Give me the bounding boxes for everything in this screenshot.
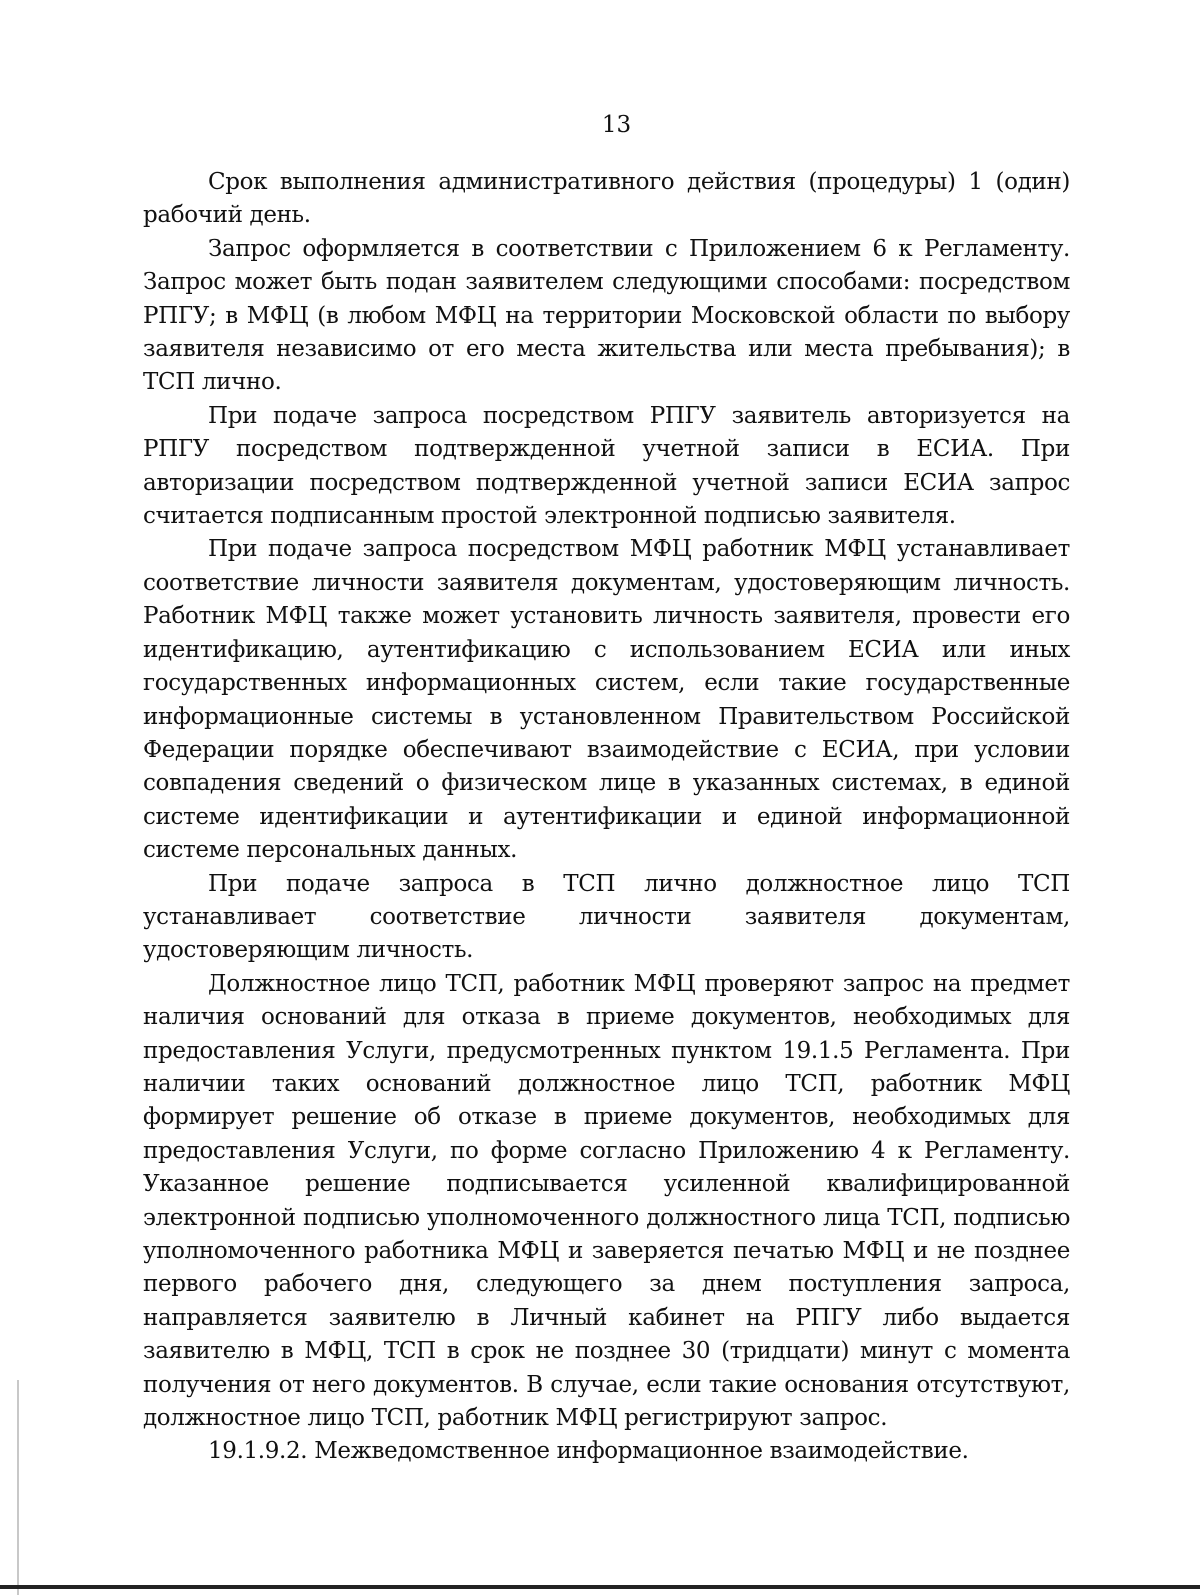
paragraph-request-submission: Запрос оформляется в соответствии с Приложением 6 к Регламенту. Запрос может быть подан заявителем следующими способами: посредством РПГУ; в МФЦ (в любом МФЦ на территории Московской области по выбору заявителя независимо от его места жительства или места пребывания); в ТСП лично. — [143, 235, 1070, 396]
scan-edge-left — [17, 1380, 19, 1595]
paragraph-request-verification: Должностное лицо ТСП, работник МФЦ проверяют запрос на предмет наличия оснований для отказа в приеме документов, необходимых для предоставления Услуги, предусмотренных пунктом 19.1.5 Регламента. При наличии таких оснований должностное лицо ТСП, работник МФЦ формирует решение об отказе в приеме документов, необходимых для предоставления Услуги, по форме согласно Приложению 4 к Регламенту. Указанное решение подписывается усиленной квалифицированной электронной подписью уполномоченного должностного лица ТСП, подписью уполномоченного работника МФЦ и заверяется печатью МФЦ и не позднее первого рабочего дня, следующего за днем поступления запроса, направляется заявителю в Личный кабинет на РПГУ либо выдается заявителю в МФЦ, ТСП в срок не позднее 30 (тридцати) минут с момента получения от него документов. В случае, если такие основания отсутствуют, должностное лицо ТСП, работник МФЦ регистрируют запрос. — [143, 970, 1070, 1432]
paragraph-deadline: Срок выполнения административного действия (процедуры) 1 (один) рабочий день. — [143, 169, 1070, 229]
paragraph-tsp-in-person: При подаче запроса в ТСП лично должностное лицо ТСП устанавливает соответствие личности заявителя документам, удостоверяющим личность. — [143, 870, 1070, 964]
paragraph-rpgu-authorization: При подаче запроса посредством РПГУ заявитель авторизуется на РПГУ посредством подтвержденной учетной записи в ЕСИА. При авторизации посредством подтвержденной учетной записи ЕСИА запрос считается подписанным простой электронной подписью заявителя. — [143, 402, 1070, 530]
section-heading-19-1-9-2: 19.1.9.2. Межведомственное информационное взаимодействие. — [208, 1438, 969, 1465]
scan-edge-bottom — [0, 1585, 1200, 1589]
paragraph-mfc-identification: При подаче запроса посредством МФЦ работник МФЦ устанавливает соответствие личности заявителя документам, удостоверяющим личность. Работник МФЦ также может установить личность заявителя, провести его идентификацию, аутентификацию с использованием ЕСИА или иных государственных информационных систем, если такие государственные информационные системы в установленном Правительством Российской Федерации порядке обеспечивают взаимодействие с ЕСИА, при условии совпадения сведений о физическом лице в указанных системах, в единой системе идентификации и аутентификации и единой информационной системе персональных данных. — [143, 536, 1070, 864]
document-body — [143, 166, 1070, 1469]
page-number: 13 — [601, 112, 632, 138]
